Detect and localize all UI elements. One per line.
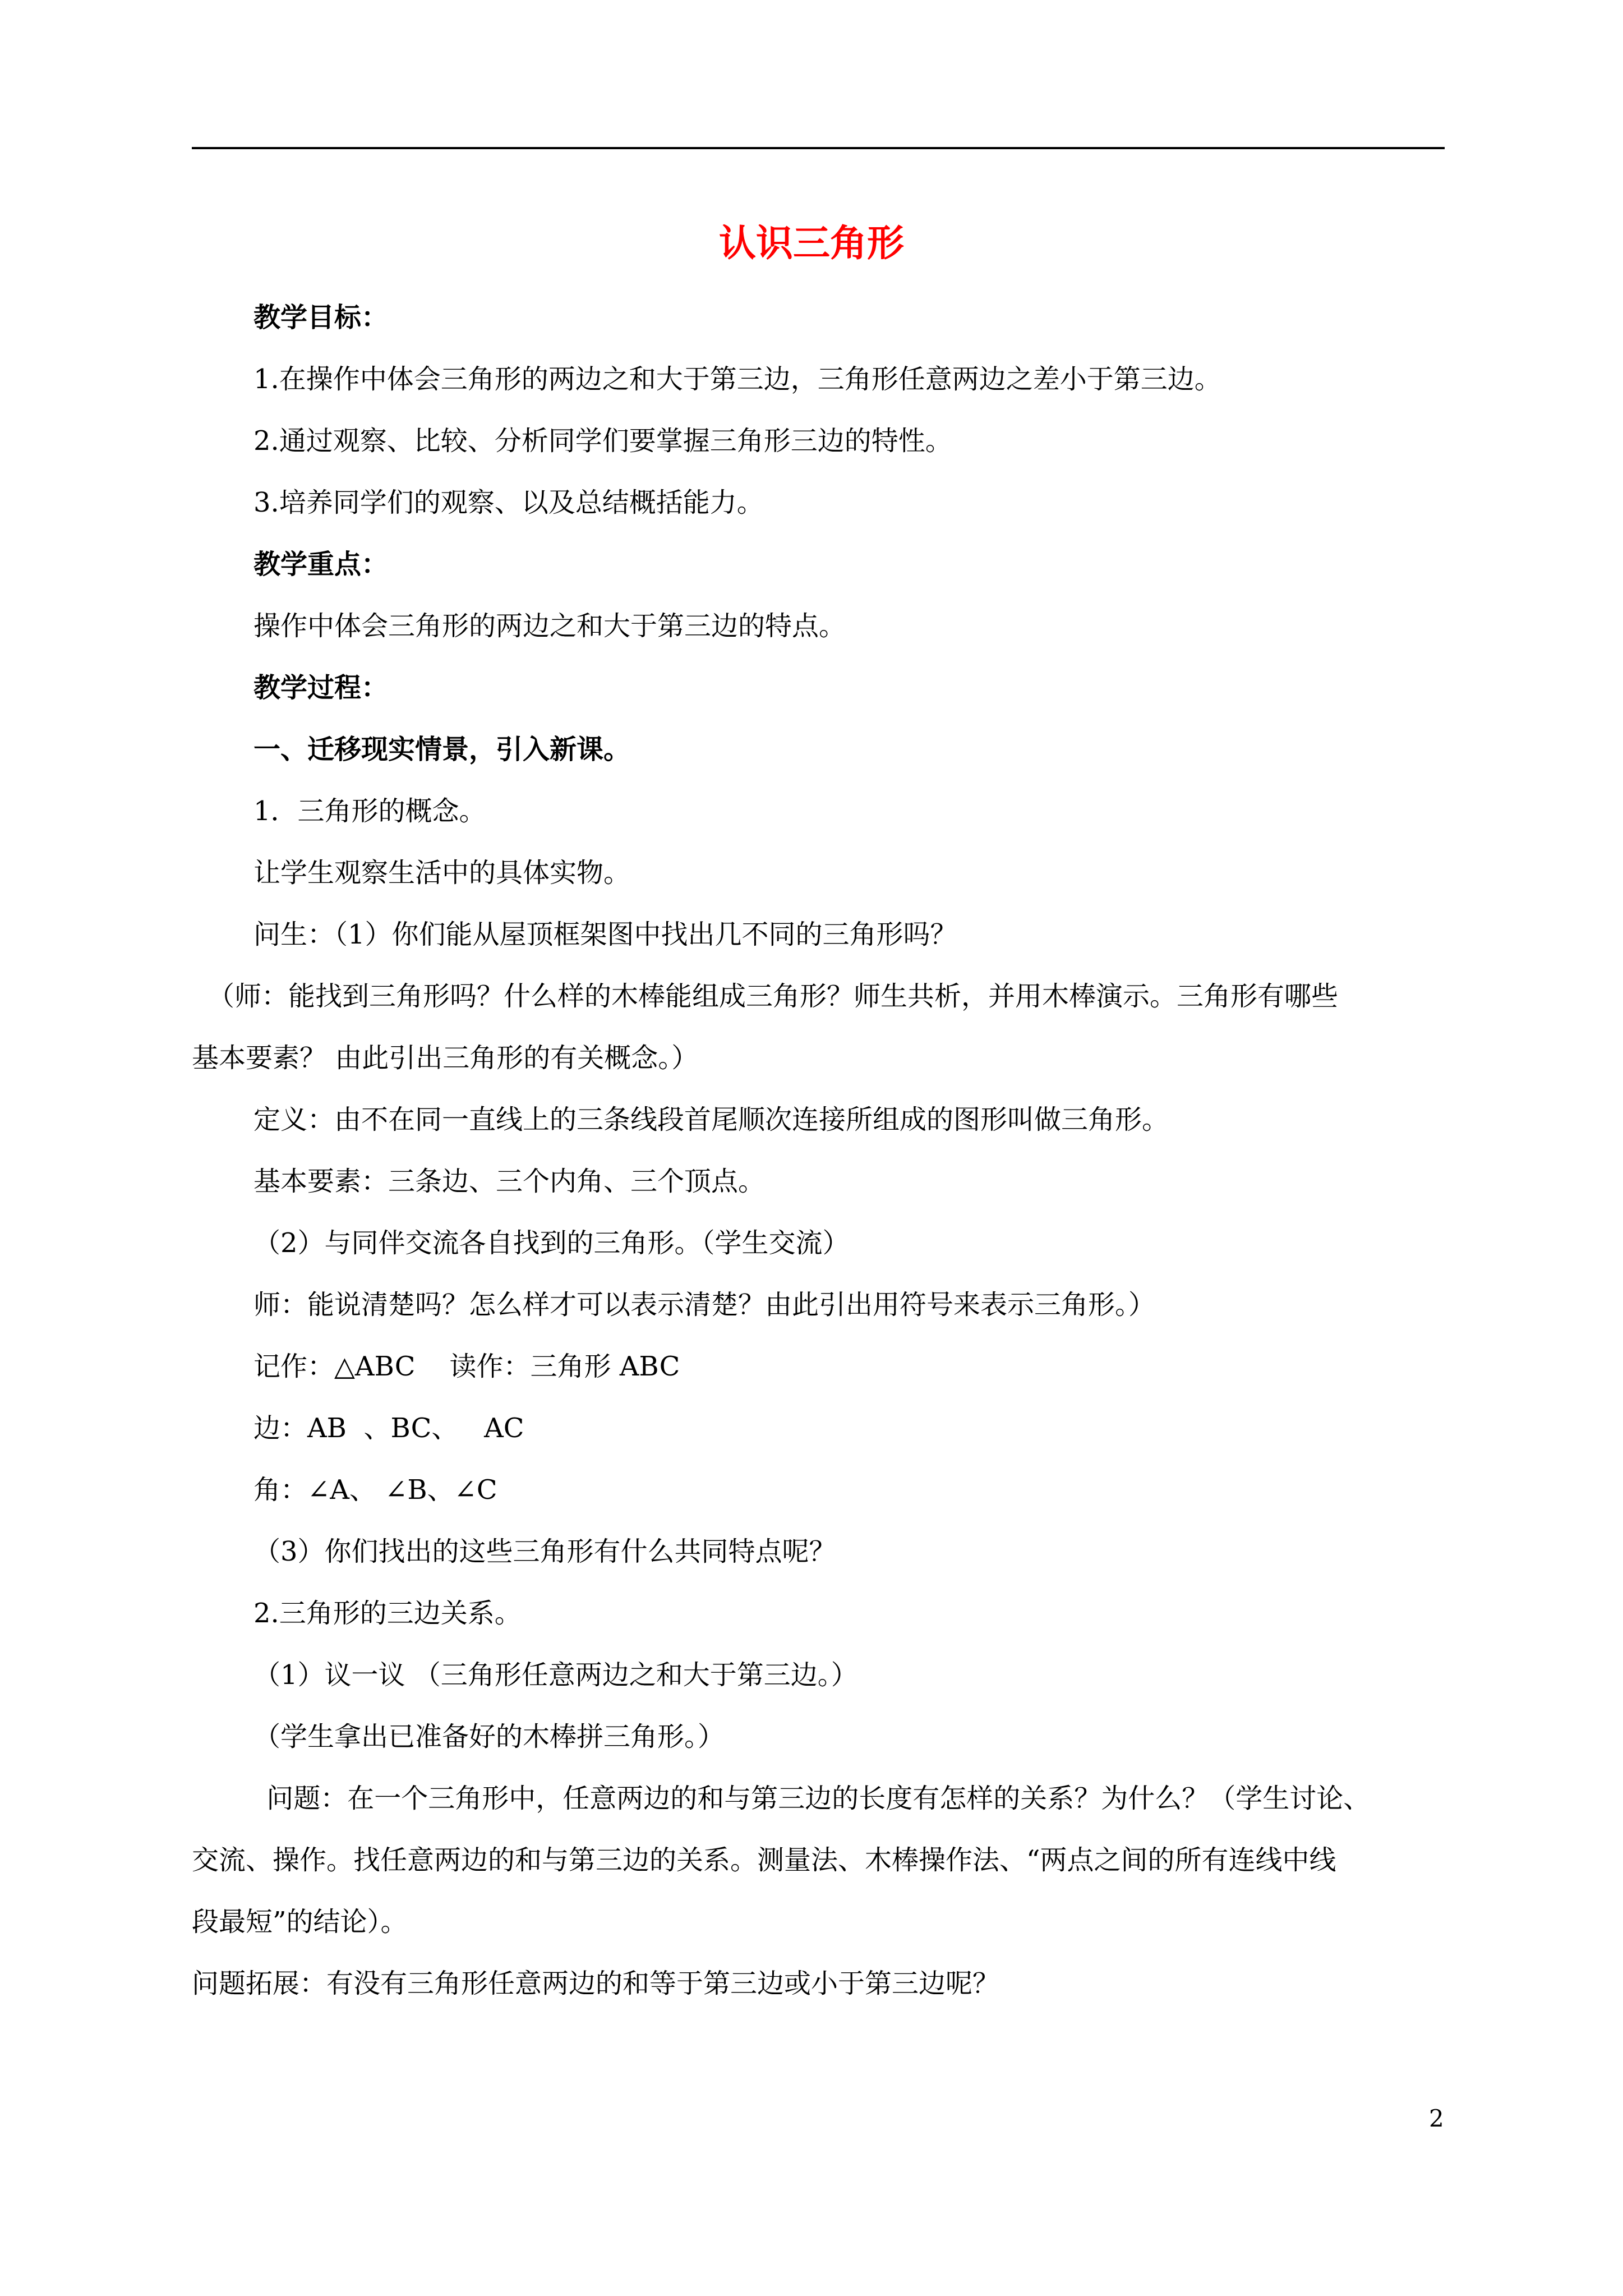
section-1-heading: 一、迁移现实情景，引入新课。: [253, 734, 631, 765]
heading-key-points: 教学重点：: [253, 549, 389, 580]
definition: 定义：由不在同一直线上的三条线段首尾顺次连接所组成的图形叫做三角形。: [253, 1104, 1169, 1135]
paragraph: （师：能找到三角形吗？什么样的木棒能组成三角形？师生共析，并用木棒演示。三角形有哪些: [208, 981, 1339, 1012]
paragraph: （2）与同伴交流各自找到的三角形。（学生交流）: [253, 1227, 850, 1259]
paragraph: 问生：（1）你们能从屋顶框架图中找出几不同的三角形吗？: [253, 919, 957, 950]
paragraph: 段最短”的结论）。: [192, 1906, 408, 1938]
heading-objectives: 教学目标：: [253, 302, 389, 333]
page-number: 2: [1429, 2105, 1444, 2132]
heading-process: 教学过程：: [253, 672, 389, 703]
paragraph: （学生拿出已准备好的木棒拼三角形。）: [253, 1721, 725, 1752]
header-rule: [192, 147, 1445, 149]
paragraph: 问题：在一个三角形中，任意两边的和与第三边的长度有怎样的关系？为什么？（学生讨论、: [258, 1783, 1371, 1814]
paragraph: （3）你们找出的这些三角形有什么共同特点呢？: [253, 1536, 836, 1567]
subsection-heading: 2.三角形的三边关系。: [253, 1598, 522, 1629]
paragraph: 交流、操作。找任意两边的和与第三边的关系。测量法、木棒操作法、“两点之间的所有连线中线: [192, 1844, 1336, 1876]
angles-line: 角：∠A、 ∠B、∠C: [253, 1474, 497, 1506]
key-point-text: 操作中体会三角形的两边之和大于第三边的特点。: [253, 610, 846, 642]
notation-line: 记作：△ABC 读作：三角形 ABC: [253, 1351, 680, 1382]
paragraph: 1．三角形的概念。: [253, 795, 486, 827]
paragraph: 基本要素：三条边、三个内角、三个顶点。: [253, 1166, 766, 1197]
objective-2: 2.通过观察、比较、分析同学们要掌握三角形三边的特性。: [253, 425, 952, 457]
sides-line: 边：AB 、BC、 AC: [253, 1412, 524, 1444]
paragraph: 让学生观察生活中的具体实物。: [253, 857, 631, 889]
paragraph: 基本要素？ 由此引出三角形的有关概念。）: [192, 1042, 699, 1074]
objective-1: 1.在操作中体会三角形的两边之和大于第三边，三角形任意两边之差小于第三边。: [253, 364, 1221, 395]
paragraph: 问题拓展：有没有三角形任意两边的和等于第三边或小于第三边呢？: [192, 1968, 1000, 1999]
paragraph: （1）议一议 （三角形任意两边之和大于第三边。）: [253, 1659, 858, 1691]
objective-3: 3.培养同学们的观察、以及总结概括能力。: [253, 487, 764, 518]
paragraph: 师：能说清楚吗？怎么样才可以表示清楚？由此引出用符号来表示三角形。）: [253, 1289, 1156, 1320]
page-title: 认识三角形: [719, 221, 904, 265]
